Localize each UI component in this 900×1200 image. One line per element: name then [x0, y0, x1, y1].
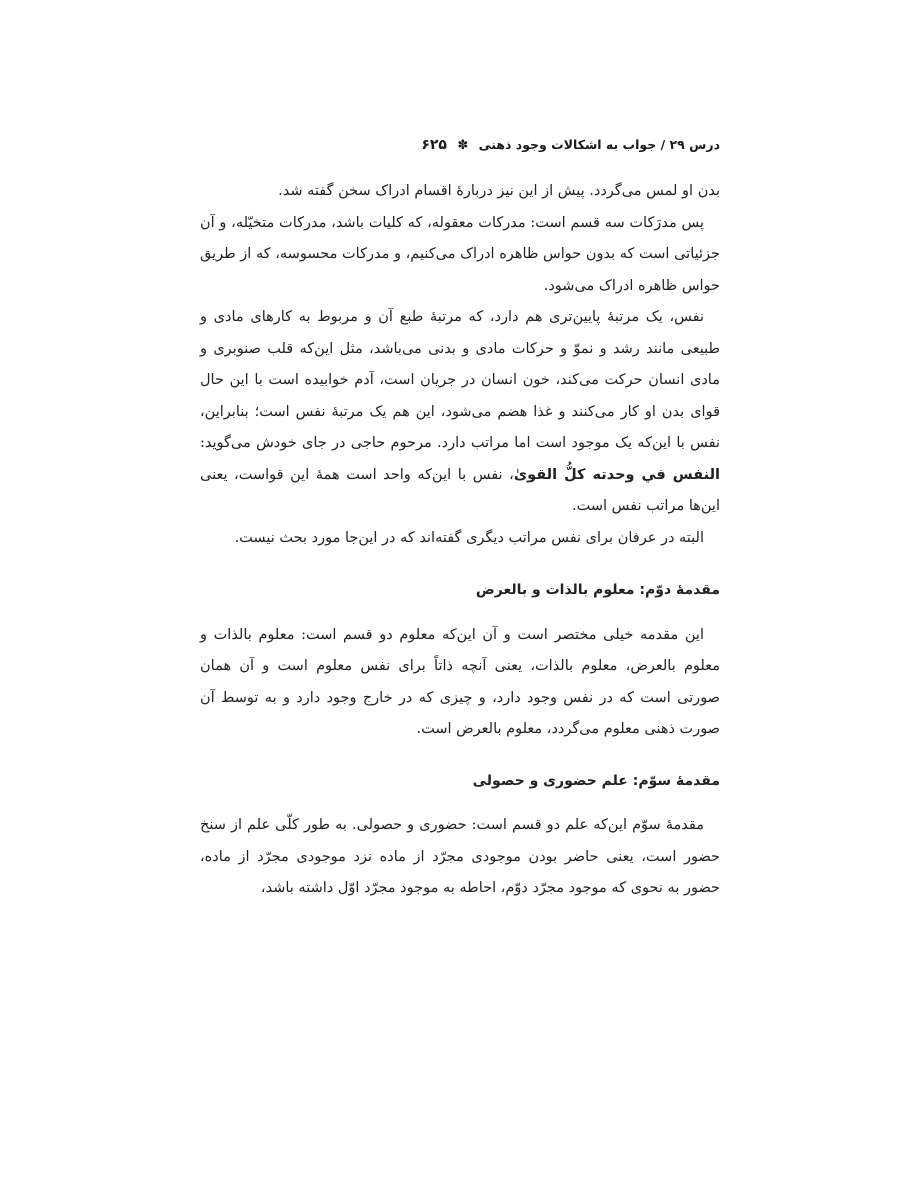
body-text — [200, 176, 720, 905]
running-header-title: درس ۲۹ / جواب به اشکالات وجود ذهنی — [478, 137, 720, 152]
section-heading-third-premise: مقدمهٔ سوّم: علم حضوری و حصولی — [472, 772, 720, 789]
paragraph-2: پس مدرَکات سه قسم است: مدرکات معقوله، که کلیات باشد، مدرکات متخیّله، و آن جزئیاتی است که بدون حواس ظاهره ادراک می‌کنیم، و مدرکات محسوسه، که از طریق حواس ظاهره ادراک می‌شود. — [200, 214, 720, 294]
paragraph-4: البته در عرفان برای نفس مراتب دیگری گفته‌اند که در این‌جا مورد بحث نیست. — [234, 529, 704, 546]
paragraph-1: بدن او لمس می‌گردد. پیش از این نیز دربارهٔ اقسام ادراک سخن گفته شد. — [278, 183, 720, 199]
paragraph-5: این مقدمه خیلی مختصر است و آن این‌که معلوم دو قسم است: معلوم بالذات و معلوم بالعرض، معلوم بالذات، یعنی آنچه ذاتاً برای نفس معلوم است و آن همان صورتی است که در نفس وجود دارد، و چیزی که در خارج وجود دارد و به توسط آن صورت ذهنی معلوم می‌گردد، معلوم بالعرض است. — [200, 626, 720, 737]
flower-ornament-icon: ✽ — [457, 138, 469, 153]
running-header — [180, 137, 720, 157]
section-heading-second-premise: مقدمهٔ دوّم: معلوم بالذات و بالعرض — [475, 582, 720, 598]
page-number: ۶۲۵ — [421, 137, 447, 153]
paragraph-3 — [200, 302, 720, 523]
paragraph-3-text-a: نفس، یک مرتبهٔ پایین‌تری هم دارد، که مرتبهٔ طبع آن و مربوط به کارهای مادی و طبیعی مانند رشد و نموّ و حرکات مادی و بدنی می‌باشد، مثل این‌که قلب صنوبری و مادی انسان حرکت می‌کند، خون انسان در جریان است، آدم خوابیده است با این حال قوای بدن او کار می‌کنند و غذا هضم می‌شود، این هم یک مرتبهٔ نفس است؛ بنابراین، نفس با این‌که یک موجود است اما مراتب دارد. مرحوم حاجی در جای خودش می‌گوید: — [200, 309, 720, 451]
paragraph-3-text-b: ، نفس با این‌که واحد است همهٔ این قواست، یعنی این‌ها مراتب نفس است. — [200, 466, 720, 514]
arabic-quote: النفس في وحدته كلُّ القوىٰ — [513, 466, 720, 483]
paragraph-6: مقدمهٔ سوّم این‌که علم دو قسم است: حضوری و حصولی. به طور کلّی علم از سنخ حضور است، یعنی حاضر بودن موجودی مجرّد از ماده نزد موجودی مجرّد از ماده، حضور به نحوی که موجود مجرّد دوّم، احاطه به موجود مجرّد اوّل داشته باشد، — [200, 817, 720, 896]
